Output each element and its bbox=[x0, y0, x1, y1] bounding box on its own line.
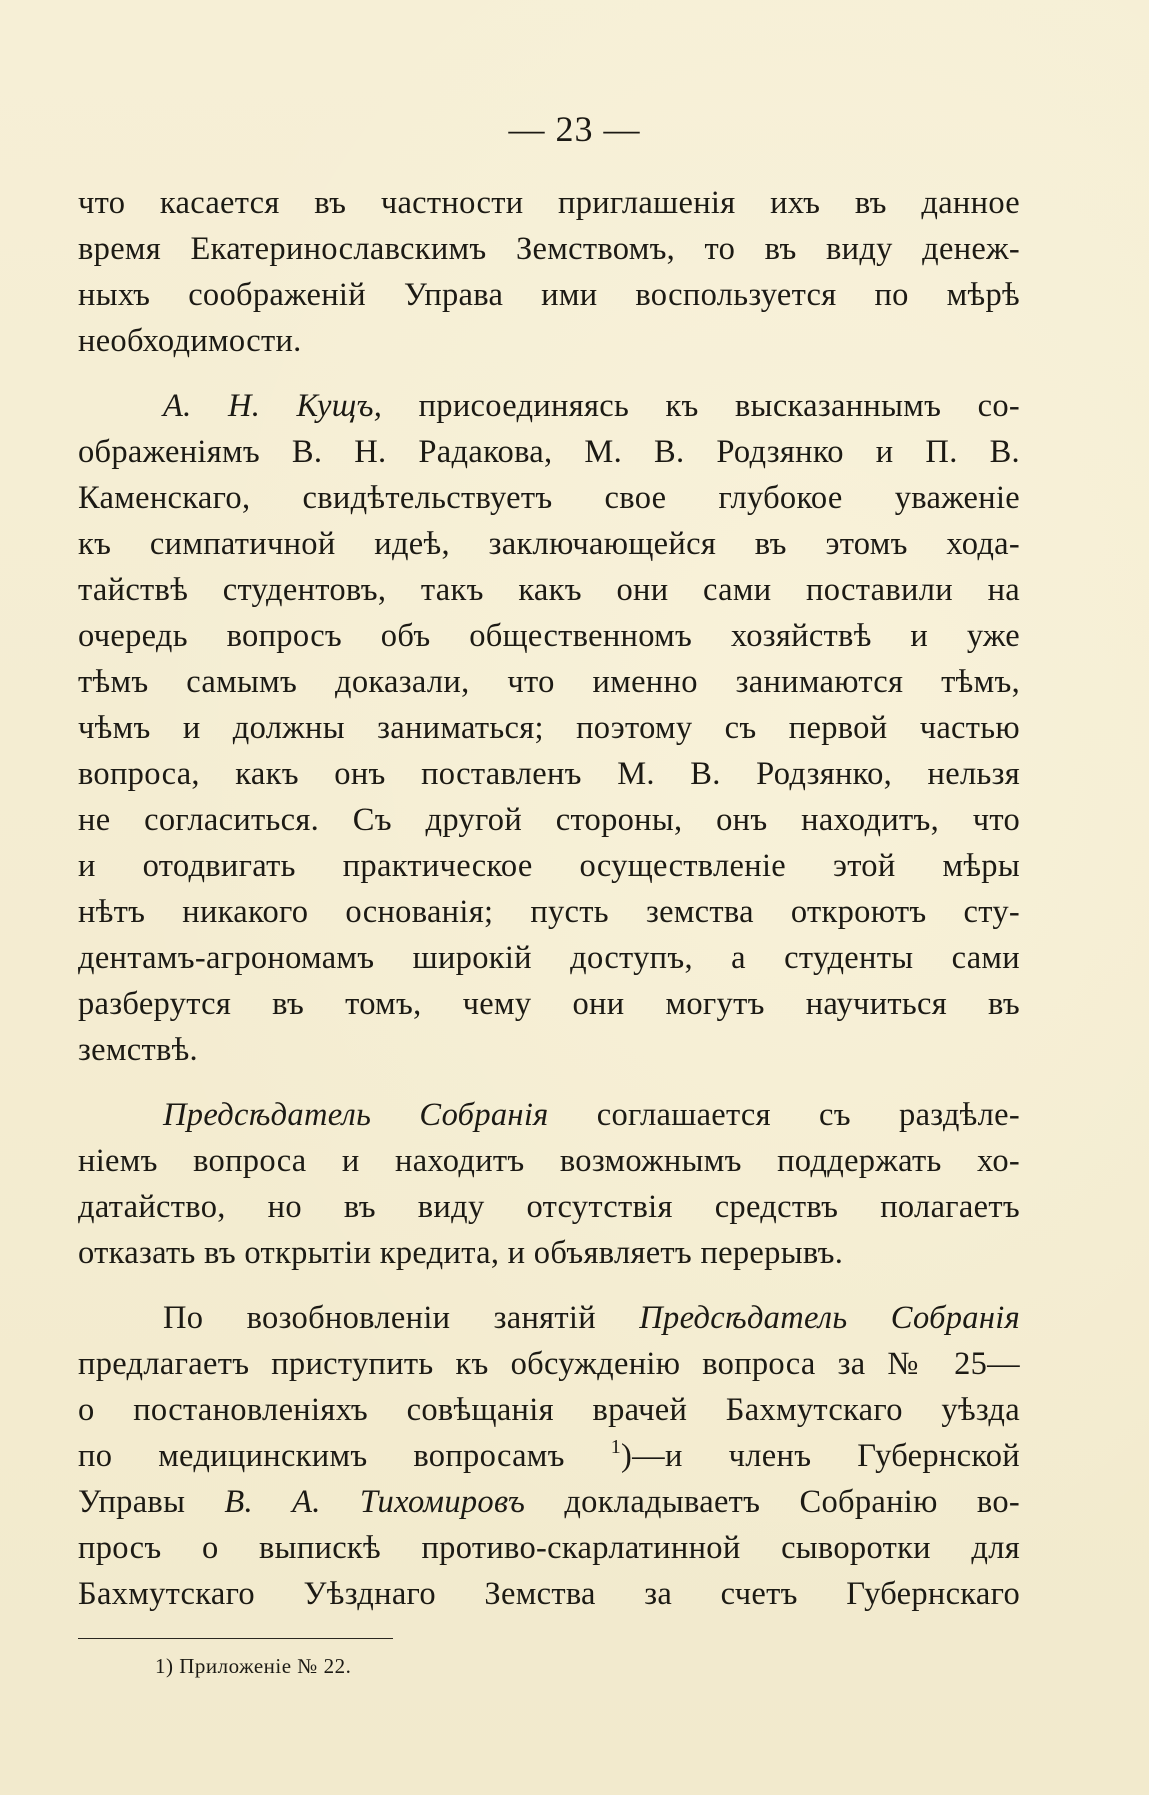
text-line: земствѣ. bbox=[78, 1032, 198, 1068]
footnote-marker: 1 bbox=[610, 1436, 622, 1458]
text-line: что касается въ частности приглашенія ихъ въ данное bbox=[78, 185, 1020, 221]
page-number: — 23 — bbox=[508, 109, 641, 149]
speaker-name: Предсѣдатель Собранія bbox=[163, 1097, 549, 1133]
text-line: датайство, но въ виду отсутствія средствъ полагаетъ bbox=[78, 1189, 1020, 1225]
text-line: по медицинскимъ вопросамъ $^1$)—и членъ Губернской bbox=[78, 1436, 1020, 1474]
text-line: Каменскаго, свидѣтельствуетъ свое глубокое уваженіе bbox=[78, 480, 1020, 516]
text-line: тайствѣ студентовъ, такъ какъ они сами поставили на bbox=[78, 572, 1020, 608]
text-line: ображеніямъ В. Н. Радакова, М. В. Родзянко и П. В. bbox=[78, 434, 1020, 470]
text-line: А. Н. Кущъ, присоединяясь къ высказаннымъ со- bbox=[163, 388, 1021, 424]
text-line: разберутся въ томъ, чему они могутъ научиться въ bbox=[78, 986, 1020, 1022]
text-line: не согласиться. Съ другой стороны, онъ находитъ, что bbox=[78, 802, 1020, 838]
text-line: Управы В. А. Тихомировъ докладываетъ Собранію во- bbox=[78, 1484, 1020, 1520]
speaker-name: А. Н. Кущъ, bbox=[163, 388, 383, 424]
text-line: предлагаетъ приступить къ обсужденію вопроса за № 25— bbox=[78, 1346, 1020, 1382]
text-line: къ симпатичной идеѣ, заключающейся въ этомъ хода- bbox=[78, 526, 1020, 562]
text-line: о постановленіяхъ совѣщанія врачей Бахмутскаго уѣзда bbox=[78, 1392, 1020, 1428]
text-line: и отодвигать практическое осуществленіе этой мѣры bbox=[78, 848, 1020, 884]
text-line: чѣмъ и должны заниматься; поэтому съ первой частью bbox=[78, 710, 1020, 746]
text-line: вопроса, какъ онъ поставленъ М. В. Родзянко, нельзя bbox=[78, 756, 1020, 792]
text-line: время Екатеринославскимъ Земствомъ, то въ виду денеж- bbox=[78, 231, 1020, 267]
text-line: очередь вопросъ объ общественномъ хозяйствѣ и уже bbox=[78, 618, 1020, 654]
footnote-divider bbox=[78, 1638, 393, 1639]
footnote: 1) Приложеніе № 22. bbox=[155, 1654, 352, 1678]
text-line: просъ о выпискѣ противо-скарлатинной сыворотки для bbox=[78, 1530, 1020, 1566]
body-text bbox=[78, 180, 1020, 1617]
text-line: дентамъ-агрономамъ широкій доступъ, а студенты сами bbox=[78, 940, 1020, 976]
text-line: Бахмутскаго Уѣзднаго Земства за счетъ Губернскаго bbox=[78, 1576, 1020, 1612]
text-line: нѣтъ никакого основанія; пусть земства откроютъ сту- bbox=[78, 894, 1020, 930]
text-line: ніемъ вопроса и находитъ возможнымъ поддержать хо- bbox=[78, 1143, 1020, 1179]
speaker-name: Предсѣдатель Собранія bbox=[639, 1300, 1021, 1336]
text-line: тѣмъ самымъ доказали, что именно занимаются тѣмъ, bbox=[78, 664, 1020, 700]
text-line: отказать въ открытіи кредита, и объявляетъ перерывъ. bbox=[78, 1235, 844, 1271]
speaker-name: В. А. Тихомировъ bbox=[224, 1484, 526, 1520]
text-line: ныхъ соображеній Управа ими воспользуется по мѣрѣ bbox=[78, 277, 1020, 313]
text-line: По возобновленіи занятій Предсѣдатель Собранія bbox=[163, 1300, 1021, 1336]
text-line: Предсѣдатель Собранія соглашается съ раздѣле- bbox=[163, 1097, 1020, 1133]
text-line: необходимости. bbox=[78, 323, 302, 359]
